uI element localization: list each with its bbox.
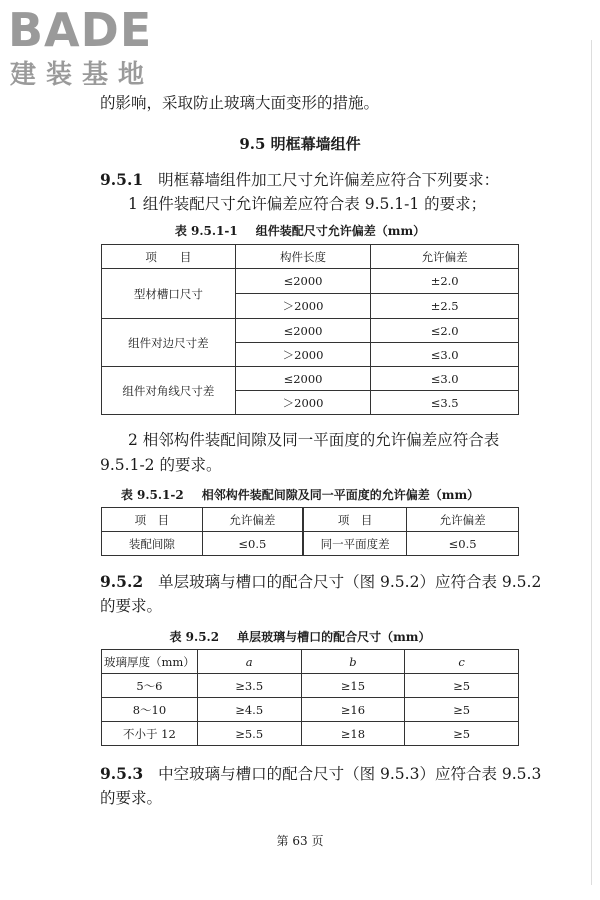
table-single-glass-fit xyxy=(101,649,519,746)
value-cell: ≥5 xyxy=(405,674,519,698)
tolerance-cell: ≤3.5 xyxy=(371,391,519,415)
tolerance-cell: ≤3.0 xyxy=(371,343,519,367)
value-cell: ≥5 xyxy=(405,722,519,746)
item-2-line2: 9.5.1-2 的要求。 xyxy=(100,456,222,474)
logo-subtitle: 建装基地 xyxy=(10,60,155,90)
header-cell: 玻璃厚度（mm） xyxy=(102,650,198,674)
table3-caption-title: 单层玻璃与槽口的配合尺寸（mm） xyxy=(237,630,431,644)
table-assembly-tolerance xyxy=(101,244,519,415)
table-row xyxy=(102,532,519,556)
header-cell: 项 目 xyxy=(102,508,203,532)
clause-9-5-2-line1 xyxy=(100,572,541,592)
table-row xyxy=(102,319,519,343)
header-cell: 构件长度 xyxy=(235,245,371,269)
table-header-row xyxy=(102,650,519,674)
thickness-cell: 5～6 xyxy=(102,674,198,698)
length-cell: ≤2000 xyxy=(235,367,371,391)
thickness-cell: 不小于 12 xyxy=(102,722,198,746)
value-cell: ≥3.5 xyxy=(197,674,301,698)
item-1: 1 组件装配尺寸允许偏差应符合表 9.5.1-1 的要求； xyxy=(128,195,487,213)
tolerance-cell: ≤0.5 xyxy=(407,532,519,556)
table-row xyxy=(102,367,519,391)
clause-text: 中空玻璃与槽口的配合尺寸（图 9.5.3）应符合表 9.5.3 xyxy=(158,765,542,783)
section-title: 9.5 明框幕墙组件 xyxy=(239,135,361,153)
table-row xyxy=(102,722,519,746)
clause-9-5-3-line2: 的要求。 xyxy=(100,789,163,807)
clause-number: 9.5.3 xyxy=(100,764,144,783)
tolerance-cell: ±2.5 xyxy=(371,294,519,319)
header-cell: c xyxy=(405,650,519,674)
table-header-row xyxy=(102,508,519,532)
item-cell: 组件对角线尺寸差 xyxy=(102,367,236,415)
table3-caption-number: 表 9.5.2 xyxy=(169,630,220,644)
header-cell: 项 目 xyxy=(102,245,236,269)
length-cell: ＞2000 xyxy=(235,294,371,319)
table2-caption-number: 表 9.5.1-2 xyxy=(120,488,184,502)
value-cell: ≥18 xyxy=(301,722,405,746)
tolerance-cell: ≤0.5 xyxy=(202,532,303,556)
table2-caption-title: 相邻构件装配间隙及同一平面度的允许偏差（mm） xyxy=(201,488,480,502)
table-header-row xyxy=(102,245,519,269)
length-cell: ＞2000 xyxy=(235,343,371,367)
table2-caption xyxy=(0,486,600,503)
clause-number: 9.5.1 xyxy=(100,170,144,189)
value-cell: ≥4.5 xyxy=(197,698,301,722)
value-cell: ≥5 xyxy=(405,698,519,722)
tolerance-cell: ≤2.0 xyxy=(371,319,519,343)
clause-text: 单层玻璃与槽口的配合尺寸（图 9.5.2）应符合表 9.5.2 xyxy=(158,573,542,591)
bade-logo xyxy=(8,4,178,96)
table-row xyxy=(102,698,519,722)
tolerance-cell: ≤3.0 xyxy=(371,367,519,391)
header-cell: 允许偏差 xyxy=(371,245,519,269)
item-cell: 同一平面度差 xyxy=(303,532,407,556)
table-row xyxy=(102,269,519,294)
length-cell: ≤2000 xyxy=(235,269,371,294)
clause-number: 9.5.2 xyxy=(100,572,144,591)
clause-9-5-3-line1 xyxy=(100,764,541,784)
table1-caption-number: 表 9.5.1-1 xyxy=(174,224,238,238)
logo-wordmark: BADE xyxy=(8,3,153,57)
header-cell: a xyxy=(197,650,301,674)
item-cell: 型材槽口尺寸 xyxy=(102,269,236,319)
item-2-line1: 2 相邻构件装配间隙及同一平面度的允许偏差应符合表 xyxy=(128,431,500,449)
clause-text: 明框幕墙组件加工尺寸允许偏差应符合下列要求： xyxy=(158,171,500,189)
table3-caption xyxy=(0,628,600,645)
table1-caption xyxy=(0,222,600,239)
header-cell: b xyxy=(301,650,405,674)
tolerance-cell: ±2.0 xyxy=(371,269,519,294)
page-edge-line xyxy=(591,40,592,885)
header-cell: 项 目 xyxy=(303,508,407,532)
length-cell: ＞2000 xyxy=(235,391,371,415)
intro-line: 的影响，采取防止玻璃大面变形的措施。 xyxy=(100,94,380,112)
header-cell: 允许偏差 xyxy=(202,508,303,532)
item-cell: 装配间隙 xyxy=(102,532,203,556)
thickness-cell: 8～10 xyxy=(102,698,198,722)
header-cell: 允许偏差 xyxy=(407,508,519,532)
length-cell: ≤2000 xyxy=(235,319,371,343)
table-row xyxy=(102,674,519,698)
table-gap-flatness-tolerance xyxy=(101,507,519,556)
clause-9-5-1 xyxy=(100,170,499,190)
page-number: 第 63 页 xyxy=(276,834,324,848)
table1-caption-title: 组件装配尺寸允许偏差（mm） xyxy=(255,224,426,238)
clause-9-5-2-line2: 的要求。 xyxy=(100,597,163,615)
value-cell: ≥5.5 xyxy=(197,722,301,746)
item-cell: 组件对边尺寸差 xyxy=(102,319,236,367)
value-cell: ≥15 xyxy=(301,674,405,698)
value-cell: ≥16 xyxy=(301,698,405,722)
